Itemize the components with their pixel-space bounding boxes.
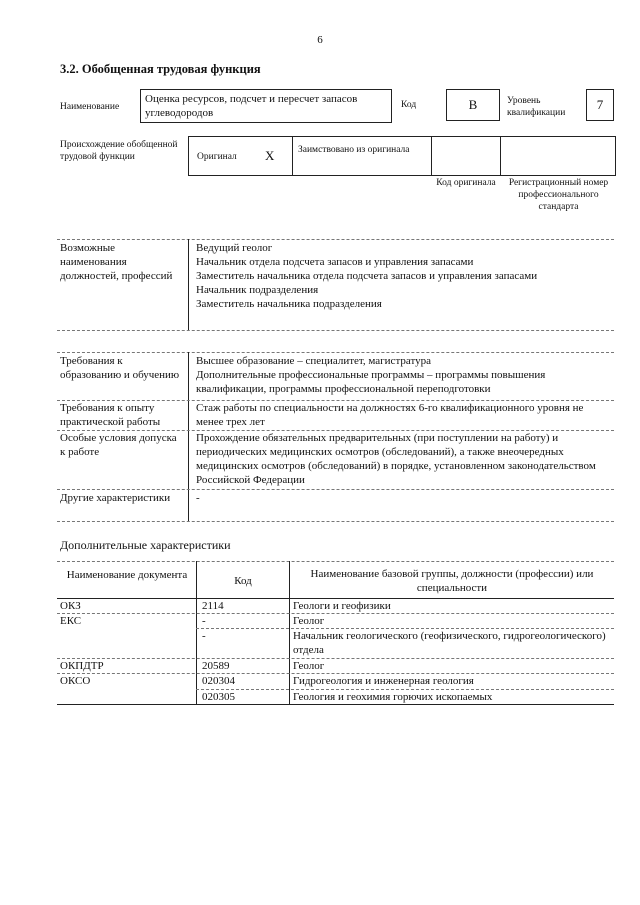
req-conditions-value: Прохождение обязательных предварительных (при поступлении на работу) и периодических медицинских осмотров (обследований), а также внеочередных медицинских осмотров (обследований) в порядке, установленном законодательством Российской Федерации xyxy=(196,432,596,486)
req-education-value: Высшее образование – специалитет, магистратура Дополнительные профессиональные программы – программы повышения квалификации, программы профессиональной переподготовки xyxy=(196,355,546,395)
table-cell: Геолог xyxy=(293,615,325,627)
additional-title: Дополнительные характеристики xyxy=(60,538,231,552)
reg-number-caption: Регистрационный номер профессионального стандарта xyxy=(508,178,609,212)
positions-list xyxy=(196,241,610,311)
table-cell: 020304 xyxy=(202,675,235,687)
table-cell: Начальник геологического (геофизического, гидрогеологического) отдела xyxy=(293,630,606,656)
req-education-label: Требования к образованию и обучению xyxy=(60,355,180,381)
req-experience-label: Требования к опыту практической работы xyxy=(60,402,161,428)
borrowed-label: Заимствовано из оригинала xyxy=(298,145,410,155)
code-label: Код xyxy=(401,100,417,110)
col-header-code: Код xyxy=(234,575,252,587)
table-cell: - xyxy=(202,630,206,642)
page-number: 6 xyxy=(317,34,323,46)
level-value: 7 xyxy=(586,89,614,121)
position-item: Ведущий геолог xyxy=(196,242,273,254)
position-item: Заместитель начальника подразделения xyxy=(196,298,382,310)
table-cell: ОКСО xyxy=(60,675,91,687)
section-title: 3.2. Обобщенная трудовая функция xyxy=(60,62,261,76)
req-other-label: Другие характеристики xyxy=(60,492,171,504)
col-header-name: Наименование базовой группы, должности (профессии) или специальности xyxy=(310,568,594,594)
table-cell: ОКПДТР xyxy=(60,660,104,672)
origin-box xyxy=(188,136,616,176)
original-label: Оригинал xyxy=(197,152,237,162)
table-cell: 020305 xyxy=(202,691,235,703)
col-header-document: Наименование документа xyxy=(66,569,188,581)
table-cell: ЕКС xyxy=(60,615,82,627)
req-conditions-label: Особые условия допуска к работе xyxy=(60,432,177,458)
table-cell: Геология и геохимия горючих ископаемых xyxy=(293,691,493,703)
position-item: Начальник подразделения xyxy=(196,284,319,296)
origin-label: Происхождение обобщенной трудовой функции xyxy=(60,140,178,162)
table-cell: Геологи и геофизики xyxy=(293,600,391,612)
position-item: Начальник отдела подсчета запасов и управления запасами xyxy=(196,256,474,268)
table-cell: Геолог xyxy=(293,660,325,672)
name-value: Оценка ресурсов, подсчет и пересчет запасов углеводородов xyxy=(140,89,392,123)
table-cell: - xyxy=(202,615,206,627)
position-item: Заместитель начальника отдела подсчета запасов и управления запасами xyxy=(196,270,538,282)
table-cell: 20589 xyxy=(202,660,230,672)
positions-label: Возможные наименования должностей, профессий xyxy=(60,242,173,282)
req-other-value: - xyxy=(196,492,200,504)
req-experience-value: Стаж работы по специальности на должностях 6-го квалификационного уровня не менее трех лет xyxy=(196,402,584,428)
table-cell: 2114 xyxy=(202,600,224,612)
table-cell: ОКЗ xyxy=(60,600,81,612)
original-mark: X xyxy=(265,148,275,163)
level-label: Уровень квалификации xyxy=(507,96,566,118)
table-cell: Гидрогеология и инженерная геология xyxy=(293,675,474,687)
code-original-caption: Код оригинала xyxy=(436,178,496,188)
code-value: B xyxy=(446,89,500,121)
name-label: Наименование xyxy=(60,102,120,112)
